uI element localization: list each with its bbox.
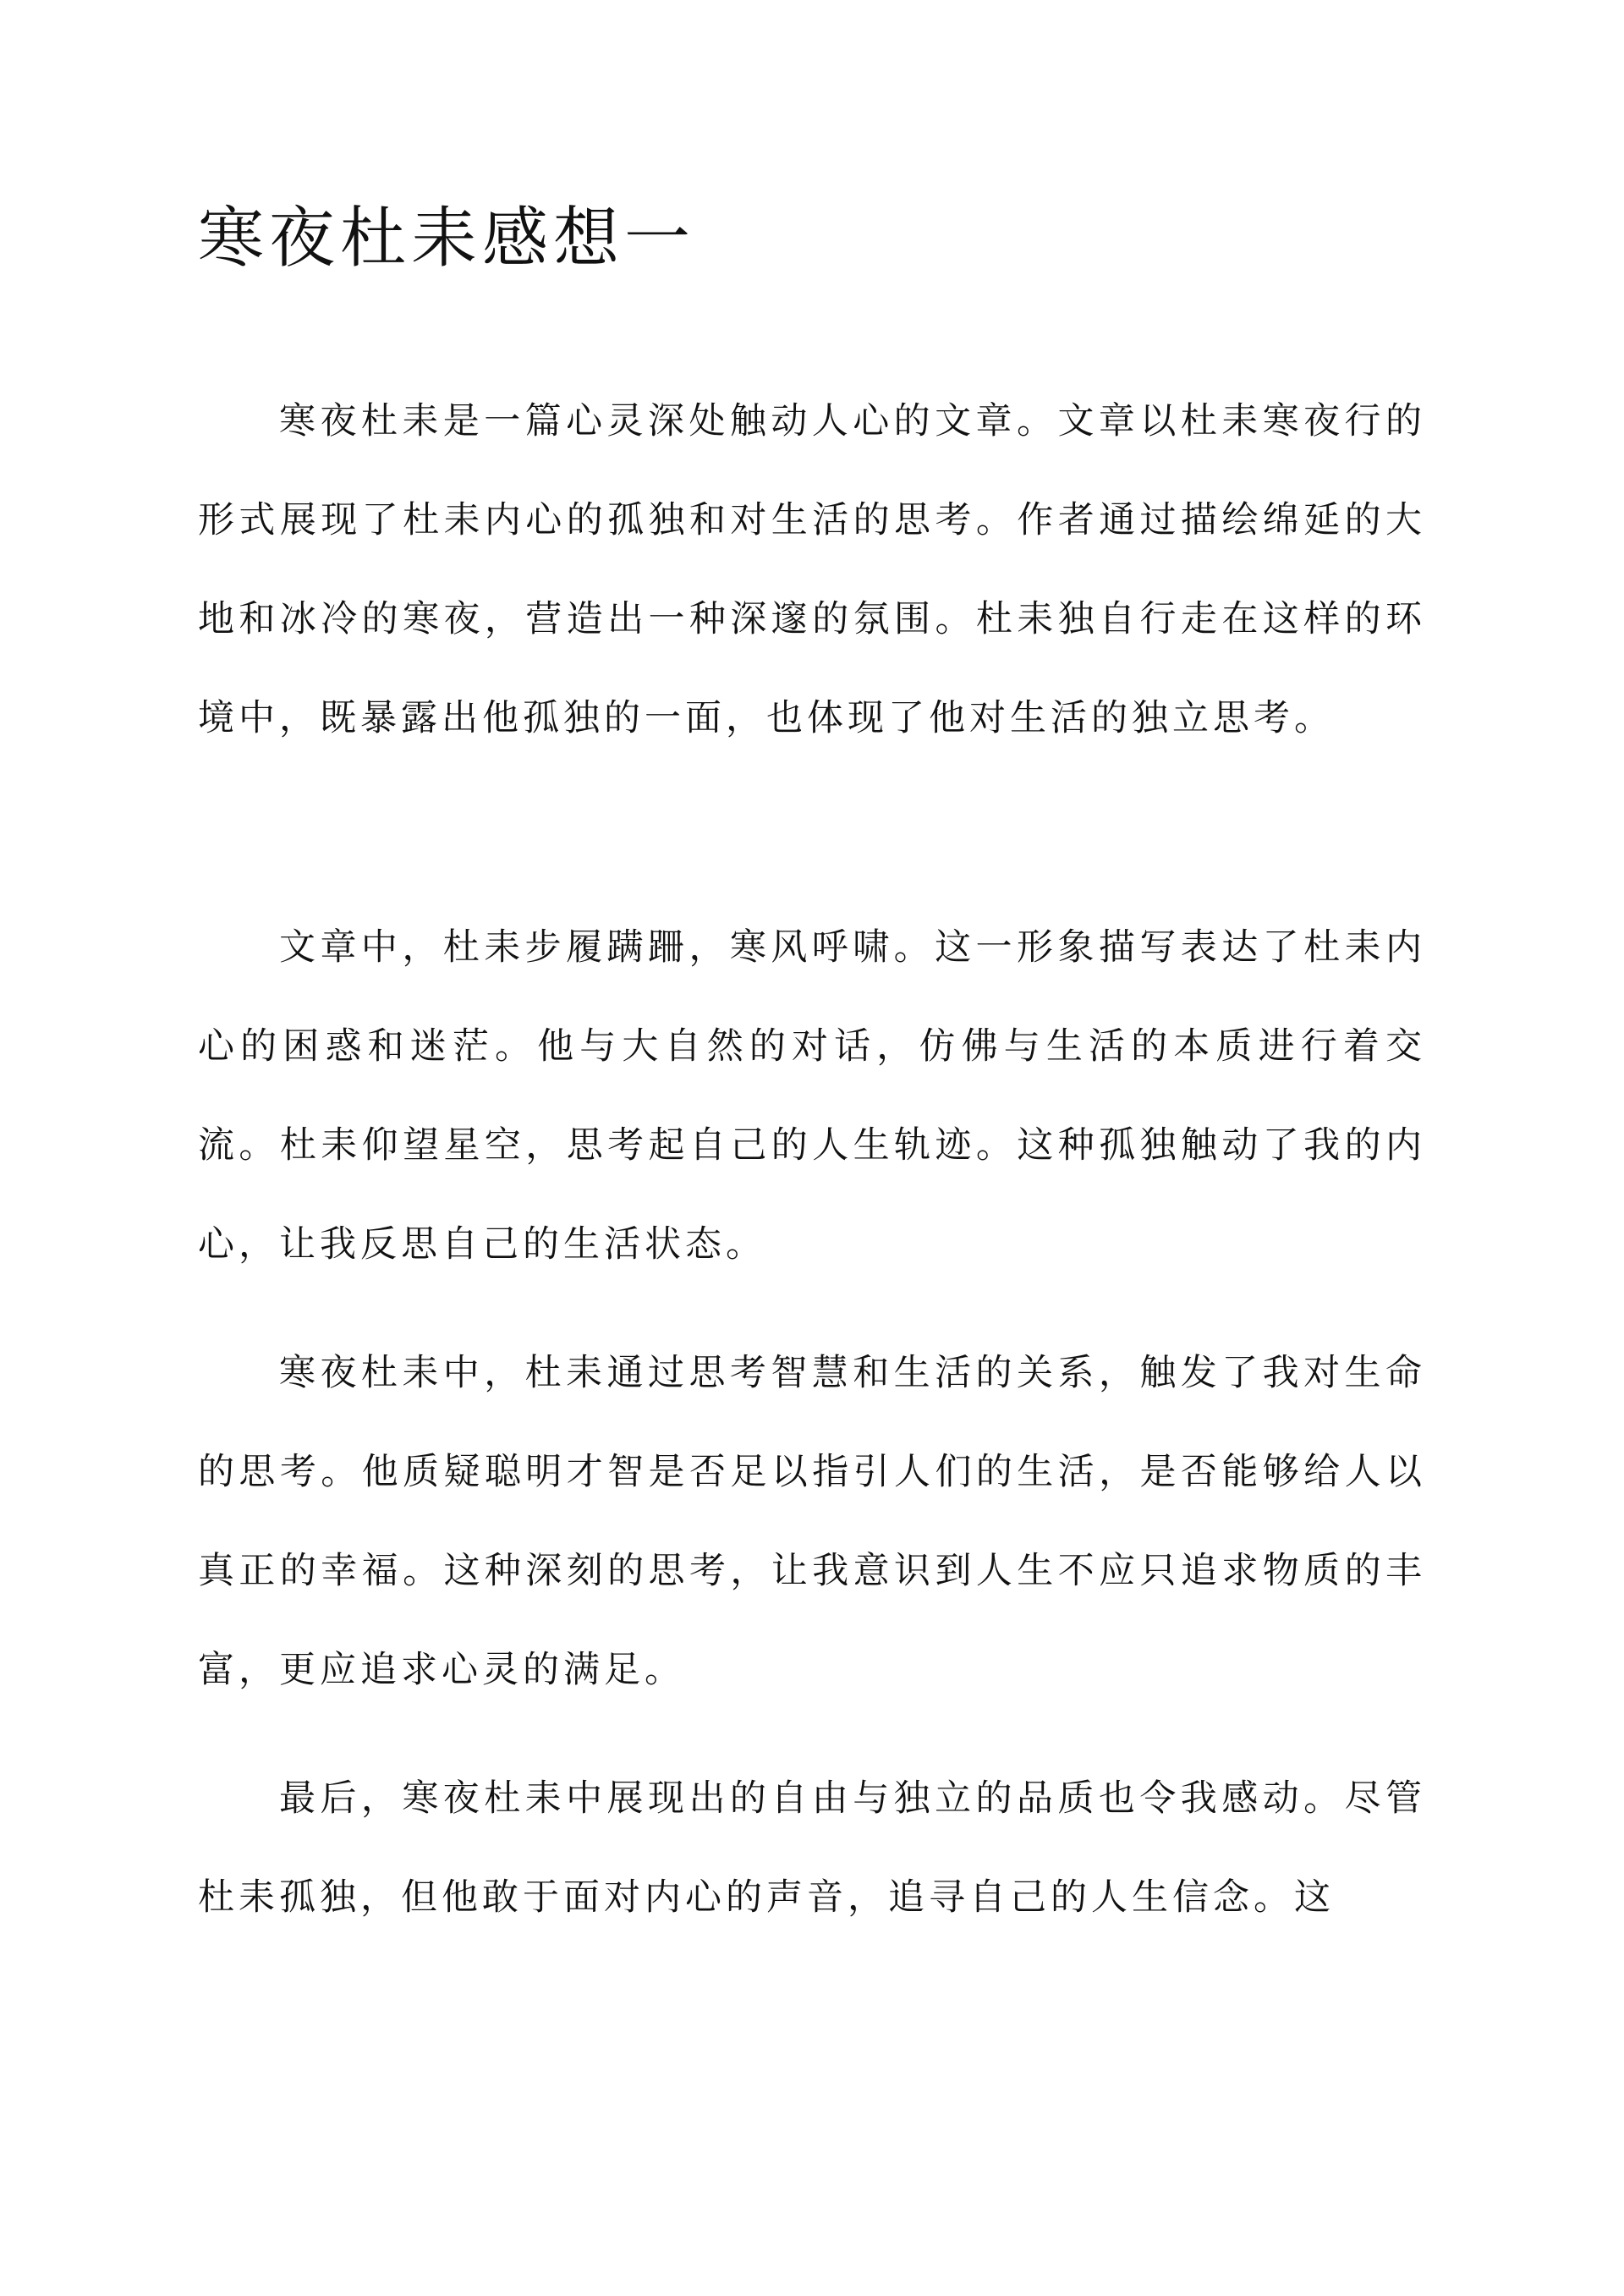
document-body [198, 0, 1426, 2296]
paragraph: 寒夜杜耒中，杜耒通过思考智慧和生活的关系，触发了我对生命的思考。他质疑聪明才智是否足以指引人们的生活，是否能够给人以真正的幸福。这种深刻的思考，让我意识到人生不应只追求物质的丰富，更应追求心灵的满足。 [198, 1352, 1426, 1691]
document-title: 寒夜杜耒感想一 [198, 200, 696, 277]
paragraph: 最后，寒夜杜耒中展现出的自由与独立的品质也令我感动。尽管杜耒孤独，但他敢于面对内心的声音，追寻自己的人生信念。这 [198, 1777, 1426, 1919]
paragraph: 寒夜杜耒是一篇心灵深处触动人心的文章。文章以杜耒寒夜行的形式展现了杜耒内心的孤独和对生活的思考。作者通过描绘绵延的大地和冰冷的寒夜，营造出一种深邃的氛围。杜耒独自行走在这样的环境中，既暴露出他孤独的一面，也体现了他对生活的独立思考。 [198, 400, 1426, 739]
paragraph: 文章中，杜耒步履蹒跚，寒风呼啸。这一形象描写表达了杜耒内心的困惑和迷茫。他与大自然的对话，仿佛与生活的本质进行着交流。杜耒仰望星空，思考起自己的人生轨迹。这种孤独触动了我的内心，让我反思自己的生活状态。 [198, 926, 1426, 1266]
